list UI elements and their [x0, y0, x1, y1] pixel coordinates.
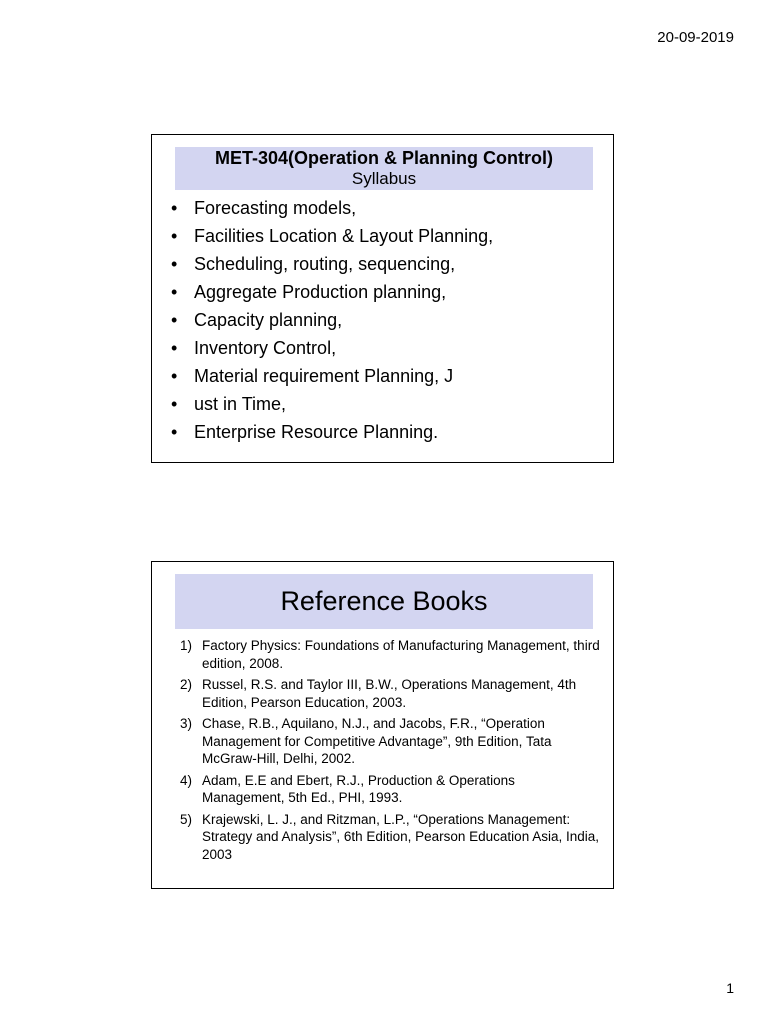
syllabus-item: [171, 194, 493, 222]
bullet-icon: •: [171, 254, 178, 274]
book-item: [180, 637, 600, 672]
syllabus-item-text: Forecasting models,: [194, 198, 357, 218]
syllabus-subtitle: Syllabus: [351, 169, 417, 188]
syllabus-item-text: Capacity planning,: [194, 310, 343, 330]
syllabus-item: [171, 334, 493, 362]
syllabus-item: [171, 222, 493, 250]
reference-books-title: Reference Books: [280, 586, 488, 616]
bullet-icon: •: [171, 282, 178, 302]
book-number: 1): [180, 638, 193, 653]
syllabus-item-text: Material requirement Planning, J: [194, 366, 454, 386]
syllabus-list: [171, 194, 493, 446]
syllabus-item-text: Scheduling, routing, sequencing,: [194, 254, 456, 274]
book-text: Krajewski, L. J., and Ritzman, L.P., “Operations Management: Strategy and Analysis”, 6th Edition, Pearson Education Asia, India, 2003: [202, 811, 599, 862]
bullet-icon: •: [171, 394, 178, 414]
syllabus-item: [171, 278, 493, 306]
bullet-icon: •: [171, 366, 178, 386]
book-text: Factory Physics: Foundations of Manufacturing Management, third edition, 2008.: [202, 638, 600, 671]
book-number: 4): [180, 772, 193, 788]
book-number: 2): [180, 677, 193, 692]
syllabus-item-text: Aggregate Production planning,: [194, 282, 447, 302]
page-date: 20-09-2019: [657, 29, 734, 46]
book-item: [180, 811, 600, 864]
syllabus-title-band: [175, 147, 593, 190]
bullet-icon: •: [171, 422, 178, 442]
syllabus-item: [171, 418, 493, 446]
book-text: Chase, R.B., Aquilano, N.J., and Jacobs, F.R., “Operation Management for Competitive Advantage”, 9th Edition, Tata McGraw-Hill, Delhi, 2002.: [202, 716, 552, 766]
reference-books-slide: [151, 561, 614, 889]
syllabus-item-text: Inventory Control,: [194, 338, 337, 358]
syllabus-item: [171, 362, 493, 390]
bullet-icon: •: [171, 310, 178, 330]
book-number: 3): [180, 716, 193, 731]
page-number: 1: [726, 980, 734, 996]
book-text: Russel, R.S. and Taylor III, B.W., Operations Management, 4th Edition, Pearson Education, 2003.: [202, 677, 577, 710]
book-number: 5): [180, 811, 193, 827]
syllabus-item-text: ust in Time,: [194, 394, 287, 414]
syllabus-item-text: Enterprise Resource Planning.: [194, 422, 439, 442]
reference-books-list: [180, 637, 600, 867]
bullet-icon: •: [171, 338, 178, 358]
book-item: [180, 676, 600, 711]
reference-books-title-band: [175, 574, 593, 629]
syllabus-item-text: Facilities Location & Layout Planning,: [194, 226, 494, 246]
syllabus-item: [171, 250, 493, 278]
syllabus-slide: [151, 134, 614, 463]
bullet-icon: •: [171, 226, 178, 246]
bullet-icon: •: [171, 198, 178, 218]
syllabus-item: [171, 390, 493, 418]
book-item: [180, 715, 600, 768]
course-title: MET-304(Operation & Planning Control): [214, 148, 553, 168]
book-item: [180, 772, 600, 807]
book-text: Adam, E.E and Ebert, R.J., Production & Operations Management, 5th Ed., PHI, 1993.: [202, 772, 515, 805]
syllabus-item: [171, 306, 493, 334]
